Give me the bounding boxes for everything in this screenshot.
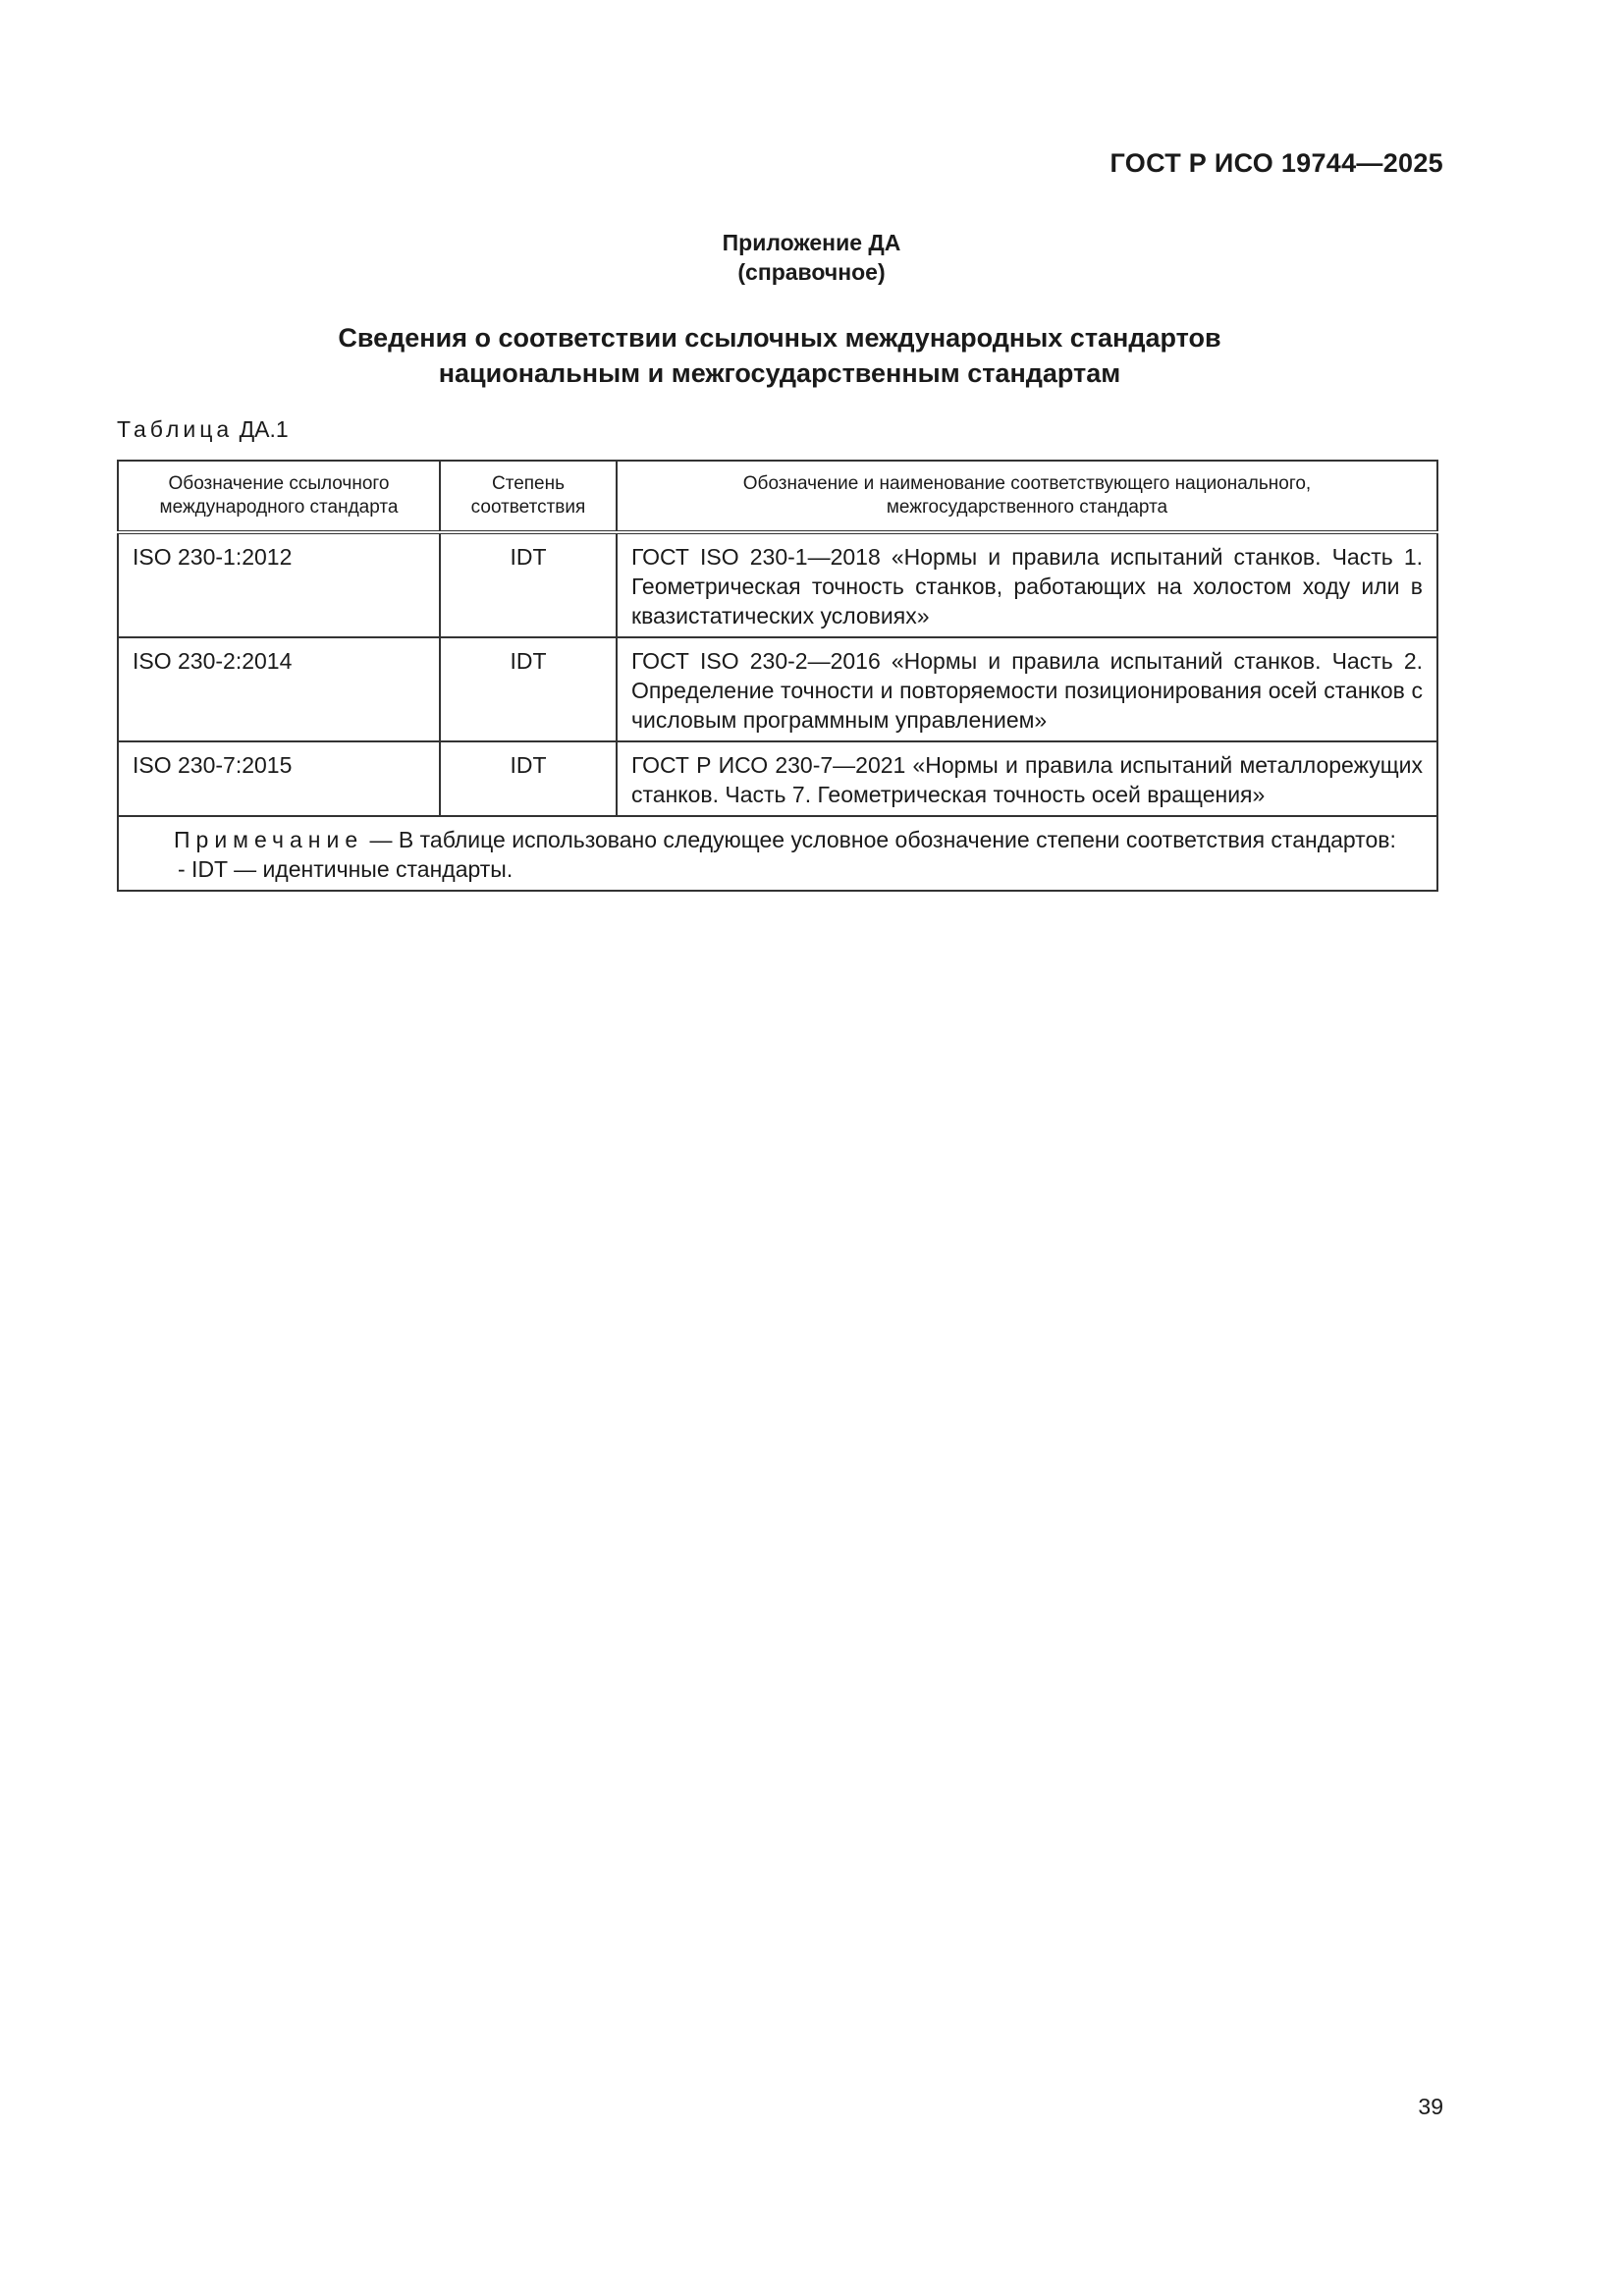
header-col3-line2: межгосударственного стандарта [886, 497, 1168, 518]
header-col2-line2: соответствия [470, 497, 586, 518]
degree-cell: IDT [440, 532, 617, 637]
appendix-title: Приложение ДА [722, 230, 901, 255]
appendix-heading [0, 228, 1623, 287]
reference-code-cell: ISO 230-7:2015 [118, 741, 440, 816]
document-code: ГОСТ Р ИСО 19744—2025 [1109, 148, 1443, 178]
table-row [118, 637, 1437, 741]
header-col2-line1: Степень [491, 473, 566, 494]
note-label: Примечание [174, 827, 364, 852]
table-row [118, 741, 1437, 816]
degree-cell: IDT [440, 741, 617, 816]
header-degree [440, 461, 617, 532]
degree-cell: IDT [440, 637, 617, 741]
header-reference-standard [118, 461, 440, 532]
correspondence-table [117, 460, 1438, 892]
table-row [118, 532, 1437, 637]
table-caption [117, 416, 289, 443]
header-col1-line2: международного стандарта [159, 497, 399, 518]
section-title-line2: национальным и межгосударственным стандартам [438, 358, 1121, 388]
table-header-row [118, 461, 1437, 532]
table-caption-word: Таблица [117, 416, 234, 442]
section-title-line1: Сведения о соответствии ссылочных международных стандартов [338, 323, 1221, 353]
section-title [0, 320, 1559, 391]
note-text: — В таблице использовано следующее условное обозначение степени соответствия стандартов: [369, 827, 1396, 852]
reference-code-cell: ISO 230-1:2012 [118, 532, 440, 637]
header-col1-line1: Обозначение ссылочного [168, 473, 390, 494]
appendix-type: (справочное) [737, 259, 886, 285]
national-standard-cell: ГОСТ Р ИСО 230-7—2021 «Нормы и правила испытаний металлорежущих станков. Часть 7. Геометрическая точность осей вращения» [617, 741, 1437, 816]
national-standard-cell: ГОСТ ISO 230-1—2018 «Нормы и правила испытаний станков. Часть 1. Геометрическая точность станков, работающих на холостом ходу или в квазистатических условиях» [617, 532, 1437, 637]
table-caption-id: ДА.1 [239, 416, 289, 442]
note-list-item: - IDT — идентичные стандарты. [178, 856, 514, 882]
table-note-row [118, 816, 1437, 891]
header-col3-line1: Обозначение и наименование соответствующего национального, [742, 473, 1312, 494]
reference-code-cell: ISO 230-2:2014 [118, 637, 440, 741]
national-standard-cell: ГОСТ ISO 230-2—2016 «Нормы и правила испытаний станков. Часть 2. Определение точности и повторяемости позиционирования осей станков с числовым программным управлением» [617, 637, 1437, 741]
page-number: 39 [1418, 2094, 1443, 2119]
header-national-standard [617, 461, 1437, 532]
table-note [118, 816, 1437, 891]
note-paragraph [133, 825, 1423, 854]
